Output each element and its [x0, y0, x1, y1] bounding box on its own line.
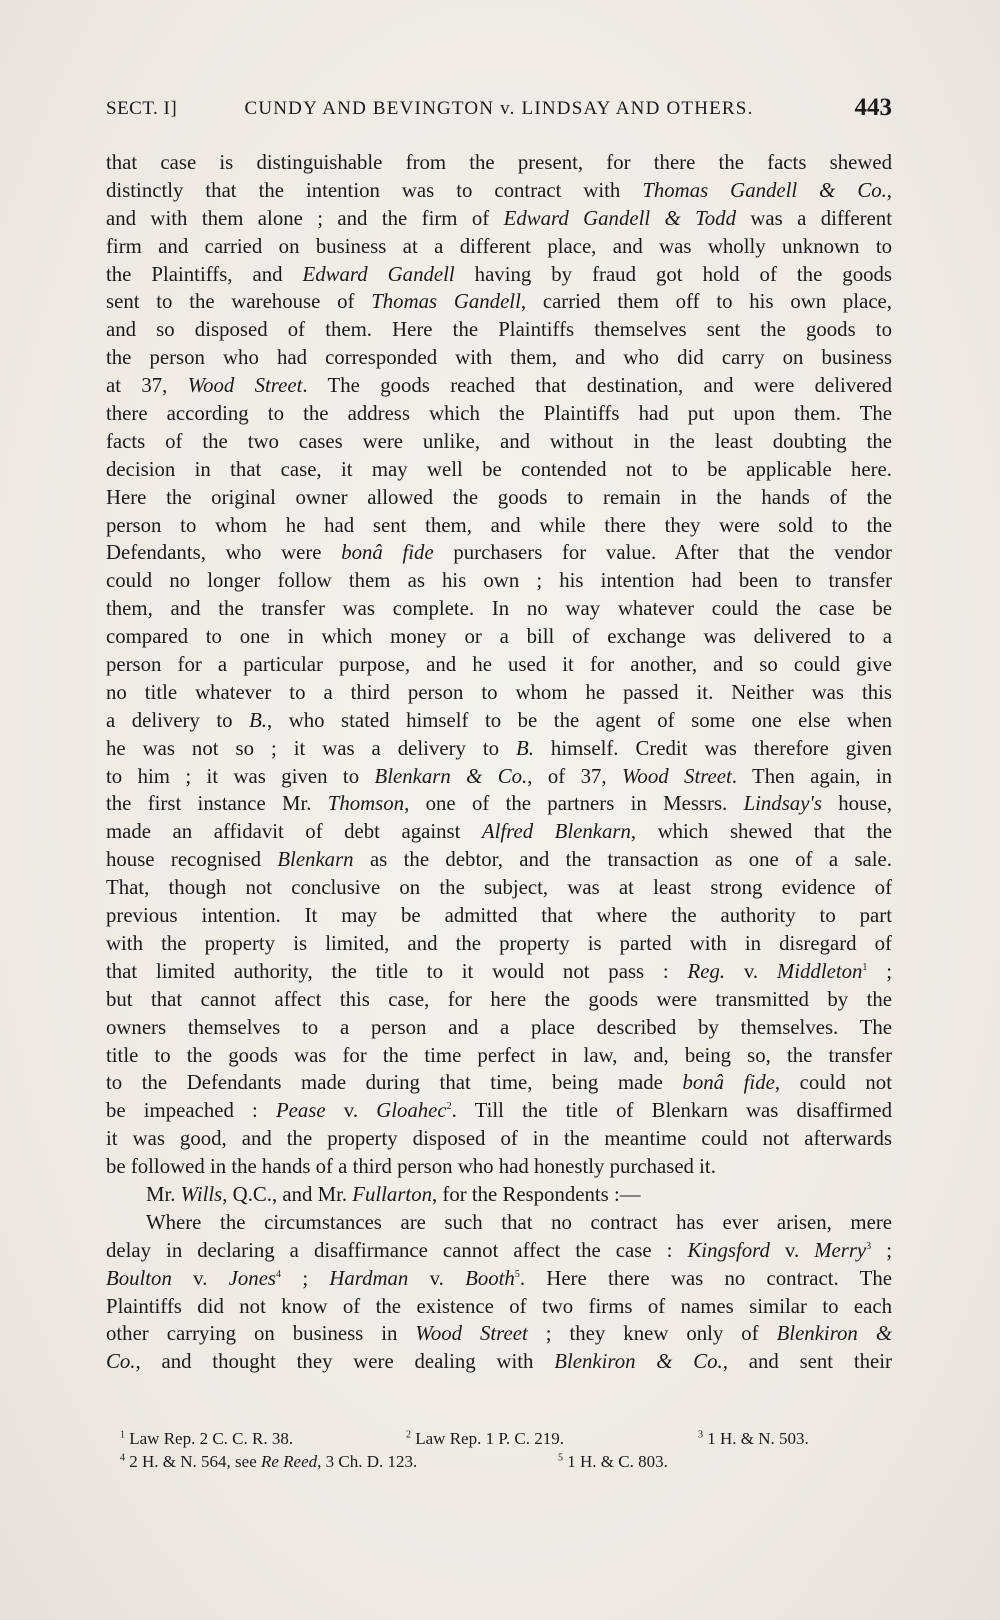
text-line: Boulton v. Jones$^4$ ; Hardman v. Booth$^5$. Here there was no contract. The: [106, 1266, 892, 1290]
text-line: Where the circumstances are such that no contract has ever arisen, mere: [146, 1210, 892, 1234]
footnote-mark: 5: [558, 1452, 563, 1464]
text-line: no title whatever to a third person to whom he passed it. Neither was this: [106, 680, 892, 704]
text-line: there according to the address which the Plaintiffs had put upon them. The: [106, 402, 892, 426]
text-line: at 37, Wood Street. The goods reached that destination, and were delivered: [106, 374, 893, 398]
text-line: he was not so ; it was a delivery to B. himself. Credit was therefore given: [106, 736, 892, 760]
text-line: person to whom he had sent them, and while there they were sold to the: [106, 513, 892, 537]
text-line: Mr. Wills, Q.C., and Mr. Fullarton, for the Respondents :—: [146, 1182, 641, 1206]
text-line: distinctly that the intention was to contract with Thomas Gandell & Co.,: [106, 178, 892, 202]
text-line: other carrying on business in Wood Street ; they knew only of Blenkiron &: [106, 1322, 892, 1346]
footnote-mark: 1: [120, 1429, 125, 1441]
text-line: that case is distinguishable from the present, for there the facts shewed: [106, 151, 892, 174]
text-line: to the Defendants made during that time, being made bonâ fide, could not: [106, 1071, 892, 1095]
text-line: person for a particular purpose, and he used it for another, and so could give: [106, 653, 892, 677]
text-line: the first instance Mr. Thomson, one of the partners in Messrs. Lindsay's house,: [106, 792, 893, 816]
text-line: it was good, and the property disposed of in the meantime could not afterwards: [106, 1127, 892, 1151]
text-line: decision in that case, it may well be contended not to be applicable here.: [106, 457, 892, 481]
text-line: firm and carried on business at a different place, and was wholly unknown to: [106, 234, 892, 258]
text-line: be impeached : Pease v. Gloahec$^2$. Till the title of Blenkarn was disaffirmed: [106, 1099, 892, 1123]
text-line: but that cannot affect this case, for here the goods were transmitted by the: [106, 987, 892, 1011]
footnote: $^4$ 2 H. & N. 564, see Re Reed, 3 Ch. D. 123.: [120, 1452, 418, 1471]
footnote-row: [106, 1427, 892, 1450]
footnote: $^1$ Law Rep. 2 C. C. R. 38.: [120, 1429, 294, 1448]
text-line: them, and the transfer was complete. In no way whatever could the case be: [106, 597, 892, 621]
footnote-mark: 2: [406, 1429, 411, 1441]
text-line: title to the goods was for the time perfect in law, and, being so, the transfer: [106, 1043, 892, 1067]
text-line: made an affidavit of debt against Alfred Blenkarn, which shewed that the: [106, 820, 892, 844]
text-line: and so disposed of them. Here the Plaintiffs themselves sent the goods to: [106, 318, 892, 342]
text-line: could no longer follow them as his own ; his intention had been to transfer: [106, 569, 892, 593]
footnotes: [106, 1427, 892, 1473]
running-title: CUNDY AND BEVINGTON v. LINDSAY AND OTHERS.: [244, 98, 754, 119]
section-label: SECT. I]: [106, 98, 178, 119]
text-line: a delivery to B., who stated himself to be the agent of some one else when: [106, 708, 892, 732]
footnote-mark: 4: [120, 1452, 125, 1464]
text-line: delay in declaring a disaffirmance cannot affect the case : Kingsford v. Merry$^3$ ;: [106, 1238, 892, 1262]
text-line: be followed in the hands of a third person who had honestly purchased it.: [106, 1155, 716, 1179]
text-line: previous intention. It may be admitted that where the authority to part: [106, 904, 892, 928]
text-line: facts of the two cases were unlike, and without in the least doubting the: [106, 429, 892, 453]
footnote: $^5$ 1 H. & C. 803.: [558, 1452, 668, 1471]
footnote-row: [106, 1450, 892, 1473]
text-line: the Plaintiffs, and Edward Gandell having by fraud got hold of the goods: [106, 262, 892, 286]
body-text: [106, 149, 892, 1376]
text-line: That, though not conclusive on the subject, was at least strong evidence of: [106, 876, 892, 900]
text-line: with the property is limited, and the property is parted with in disregard of: [106, 931, 892, 955]
text-line: owners themselves to a person and a place described by themselves. The: [106, 1015, 892, 1039]
text-line: to him ; it was given to Blenkarn & Co., of 37, Wood Street. Then again, in: [106, 764, 892, 788]
text-line: sent to the warehouse of Thomas Gandell, carried them off to his own place,: [106, 290, 892, 314]
text-line: house recognised Blenkarn as the debtor, and the transaction as one of a sale.: [106, 848, 892, 872]
text-line: compared to one in which money or a bill of exchange was delivered to a: [106, 625, 892, 649]
text-line: that limited authority, the title to it would not pass : Reg. v. Middleton$^1$ ;: [106, 959, 892, 983]
text-line: Defendants, who were bonâ fide purchasers for value. After that the vendor: [106, 541, 892, 565]
footnote: $^3$ 1 H. & N. 503.: [698, 1429, 809, 1448]
page-number: 443: [854, 94, 892, 121]
text-line: and with them alone ; and the firm of Edward Gandell & Todd was a different: [106, 206, 892, 230]
text-line: the person who had corresponded with them, and who did carry on business: [106, 346, 892, 370]
text-line: Co., and thought they were dealing with Blenkiron & Co., and sent their: [106, 1350, 892, 1374]
running-header: [106, 94, 892, 128]
footnote: $^2$ Law Rep. 1 P. C. 219.: [406, 1429, 564, 1448]
text-line: Plaintiffs did not know of the existence of two firms of names similar to each: [106, 1294, 892, 1318]
footnote-mark: 3: [698, 1429, 703, 1441]
text-line: Here the original owner allowed the goods to remain in the hands of the: [106, 485, 892, 509]
